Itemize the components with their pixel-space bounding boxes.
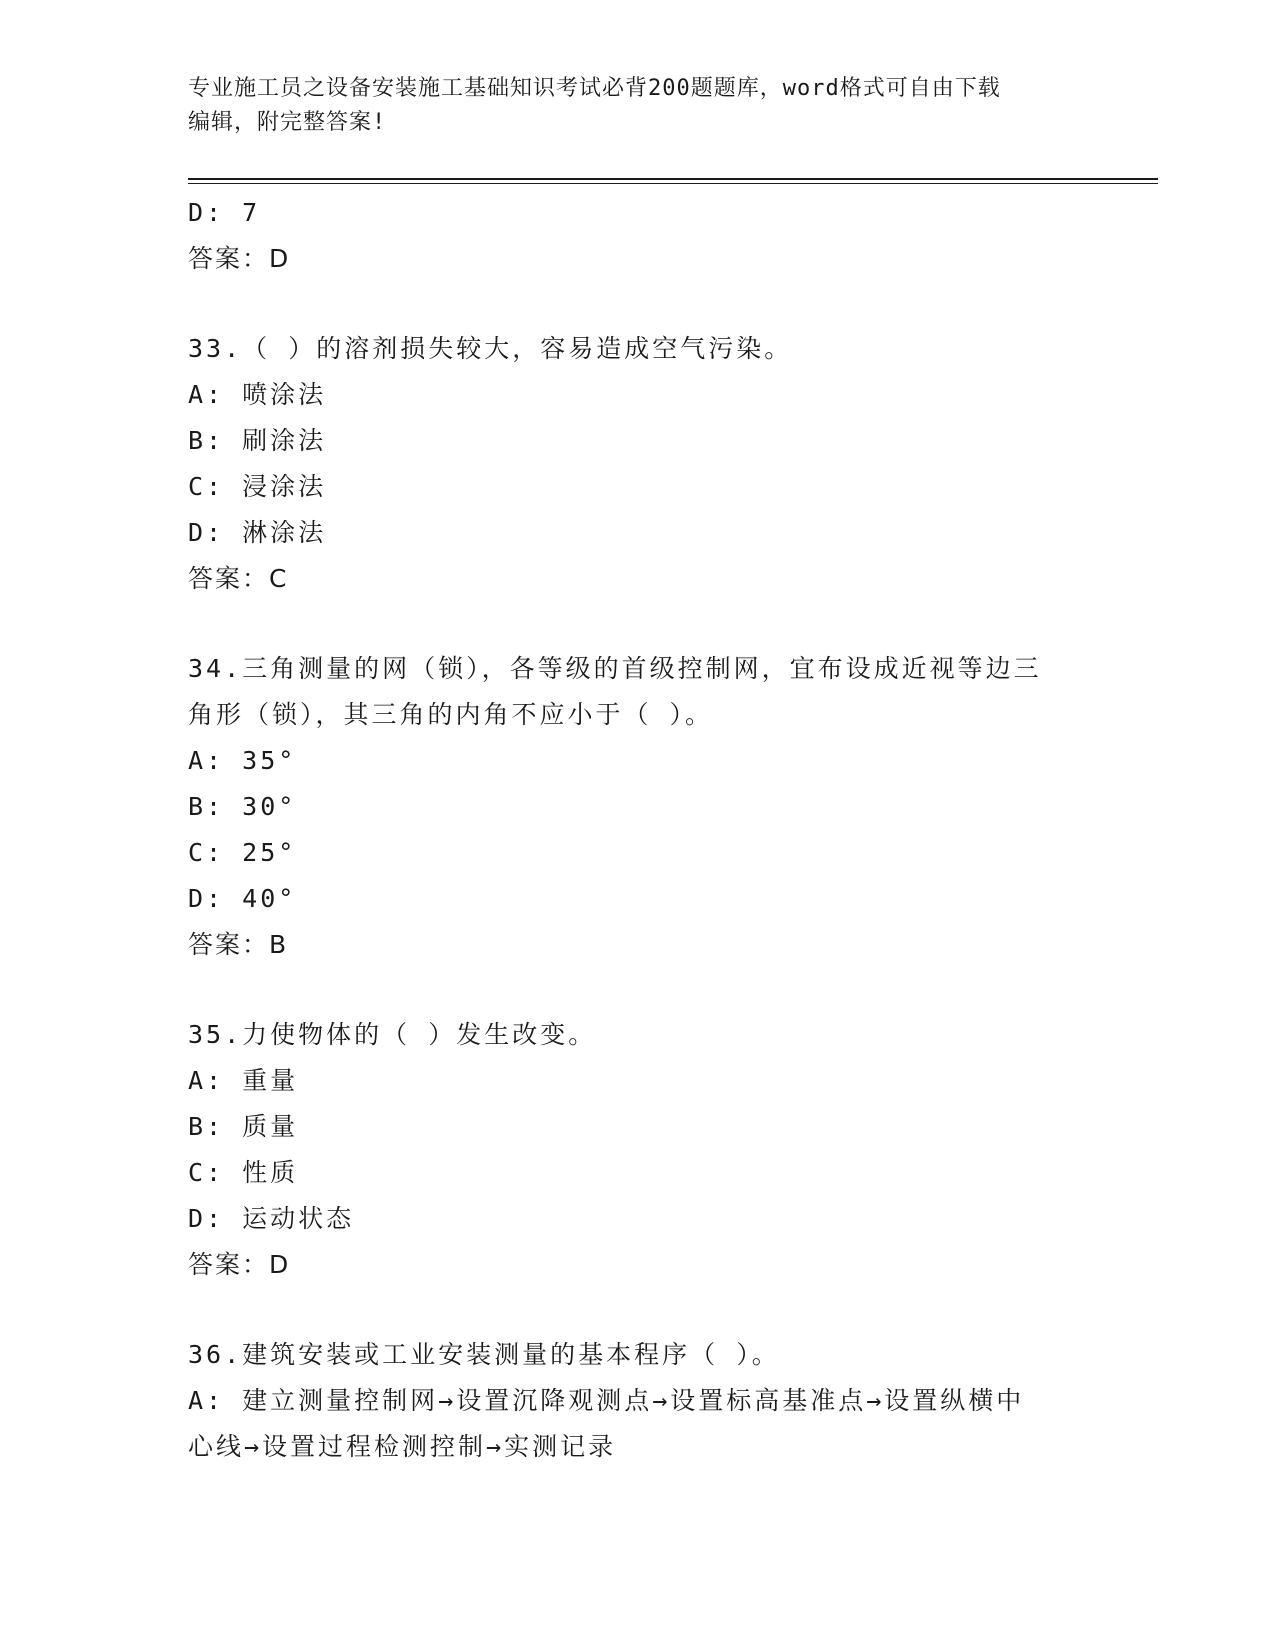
question-36 <box>188 1332 1118 1470</box>
option-c: C: 25° <box>188 838 297 867</box>
question-stem: 36.建筑安装或工业安装测量的基本程序（ ）。 <box>188 1340 780 1369</box>
option-b: B: 刷涂法 <box>188 426 327 455</box>
document-header <box>188 72 1088 140</box>
spacer <box>188 1288 1118 1332</box>
option-c: C: 浸涂法 <box>188 472 327 501</box>
answer: 答案：D <box>188 1250 291 1279</box>
option-b: B: 质量 <box>188 1112 299 1141</box>
option-c: C: 性质 <box>188 1158 299 1187</box>
document-body <box>188 190 1118 1470</box>
option-d: D: 运动状态 <box>188 1204 355 1233</box>
question-stem-line-2: 角形（锁），其三角的内角不应小于（ ）。 <box>188 700 714 729</box>
option-a: A: 喷涂法 <box>188 380 327 409</box>
option-a-line-2: 心线→设置过程检测控制→实测记录 <box>188 1432 617 1461</box>
option-d: D: 淋涂法 <box>188 518 327 547</box>
question-stem-line-1: 34.三角测量的网（锁），各等级的首级控制网，宜布设成近视等边三 <box>188 654 1042 683</box>
header-title-line-2: 编辑，附完整答案! <box>188 110 387 135</box>
spacer <box>188 968 1118 1012</box>
question-33 <box>188 326 1118 602</box>
answer: 答案：B <box>188 930 289 959</box>
option-d: D: 40° <box>188 884 297 913</box>
question-35 <box>188 1012 1118 1288</box>
option-a: A: 重量 <box>188 1066 299 1095</box>
prev-answer: 答案：D <box>188 244 291 273</box>
option-a-line-1: A: 建立测量控制网→设置沉降观测点→设置标高基准点→设置纵横中 <box>188 1386 1025 1415</box>
header-title-line-1: 专业施工员之设备安装施工基础知识考试必背200题题库，word格式可自由下载 <box>188 76 1001 101</box>
header-divider-thick <box>188 178 1158 180</box>
question-34 <box>188 646 1118 968</box>
prev-option-d: D: 7 <box>188 198 261 227</box>
question-stem: 35.力使物体的（ ）发生改变。 <box>188 1020 597 1049</box>
option-b: B: 30° <box>188 792 297 821</box>
spacer <box>188 282 1118 326</box>
option-a: A: 35° <box>188 746 297 775</box>
answer: 答案：C <box>188 564 289 593</box>
question-stem: 33.（ ）的溶剂损失较大，容易造成空气污染。 <box>188 334 793 363</box>
spacer <box>188 602 1118 646</box>
header-divider-thin <box>188 183 1158 184</box>
